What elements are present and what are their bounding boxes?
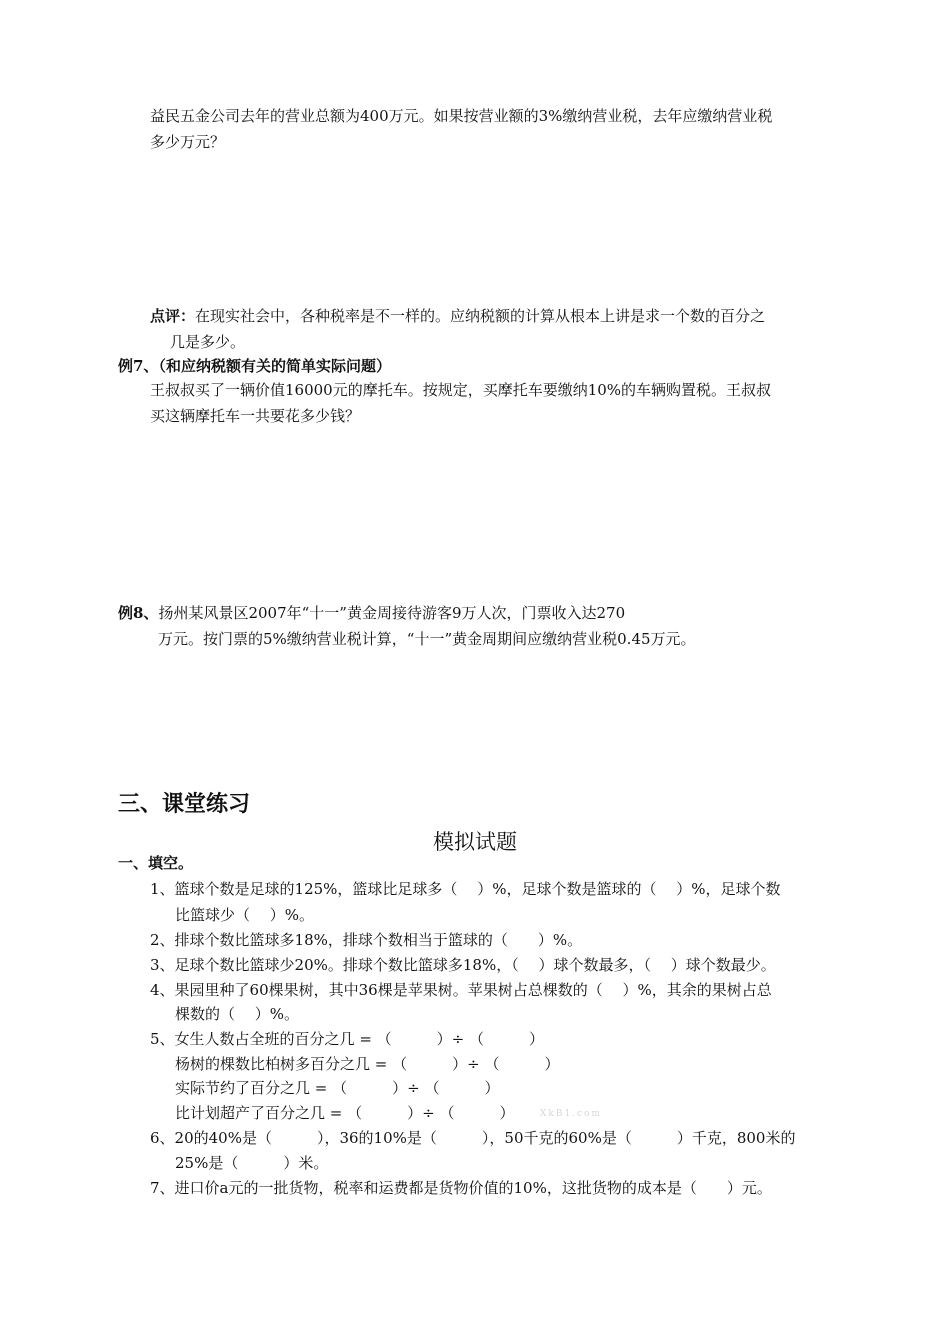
question-5-line-4: 比计划超产了百分之几 = （ ）÷ （ ） (175, 1104, 515, 1122)
example7-heading (118, 356, 391, 376)
comment-text: 在现实社会中，各种税率是不一样的。应纳税额的计算从根本上讲是求一个数的百分之 (195, 307, 766, 325)
question-5-line-2: 杨树的棵数比柏树多百分之几 = （ ）÷ （ ） (175, 1055, 560, 1073)
question-3: 3、足球个数比篮球少20%。排球个数比篮球多18%，（ ）球个数最多，（ ）球个数最少。 (150, 956, 776, 974)
question-7: 7、进口价a元的一批货物，税率和运费都是货物价值的10%，这批货物的成本是（ ）元。 (150, 1179, 772, 1197)
question-6-line-1: 6、20的40%是（ ），36的10%是（ ），50千克的60%是（ ）千克，800米的 (150, 1129, 796, 1147)
example8-line-2: 万元。按门票的5%缴纳营业税计算，“十一”黄金周期间应缴纳营业税0.45万元。 (158, 630, 696, 648)
part1-title: 一、填空。 (118, 854, 194, 872)
problem-line-2: 多少万元？ (150, 133, 226, 151)
question-1-line-2: 比篮球少（ ）%。 (175, 906, 315, 924)
example8-text: 扬州某风景区2007年“十一”黄金周接待游客9万人次，门票收入达270 (158, 604, 626, 622)
question-5-line-3: 实际节约了百分之几 = （ ）÷ （ ） (175, 1079, 500, 1097)
example7-line-2: 买这辆摩托车一共要花多少钱？ (150, 407, 361, 425)
example7-title: （和应纳税额有关的简单实际问题） (158, 357, 391, 375)
section-title: 三、课堂练习 (118, 791, 251, 817)
question-4-line-2: 棵数的（ ）%。 (175, 1005, 300, 1023)
mock-exam-title: 模拟试题 (433, 830, 517, 854)
example8-line-1 (118, 603, 625, 623)
question-2: 2、排球个数比篮球多18%，排球个数相当于篮球的（ ）%。 (150, 931, 583, 949)
question-1-line-1: 1、篮球个数是足球的125%，篮球比足球多（ ）%，足球个数是篮球的（ ）%，足球个数 (150, 880, 781, 898)
example8-label: 例8、 (118, 604, 159, 622)
problem-line-1: 益民五金公司去年的营业总额为400万元。如果按营业额的3%缴纳营业税，去年应缴纳营业税 (150, 107, 773, 125)
comment-line-2: 几是多少。 (170, 333, 246, 351)
comment-line-1 (150, 306, 765, 326)
example7-label: 例7、 (118, 357, 159, 375)
comment-label: 点评： (150, 307, 196, 325)
question-6-line-2: 25%是（ ）米。 (175, 1154, 329, 1172)
watermark: XkB1.com (540, 1109, 603, 1119)
example7-line-1: 王叔叔买了一辆价值16000元的摩托车。按规定，买摩托车要缴纳10%的车辆购置税。王叔叔 (150, 381, 772, 399)
question-4-line-1: 4、果园里种了60棵果树，其中36棵是苹果树。苹果树占总棵数的（ ）%，其余的果树占总 (150, 981, 772, 999)
question-5-line-1: 5、女生人数占全班的百分之几 = （ ）÷ （ ） (150, 1030, 544, 1048)
